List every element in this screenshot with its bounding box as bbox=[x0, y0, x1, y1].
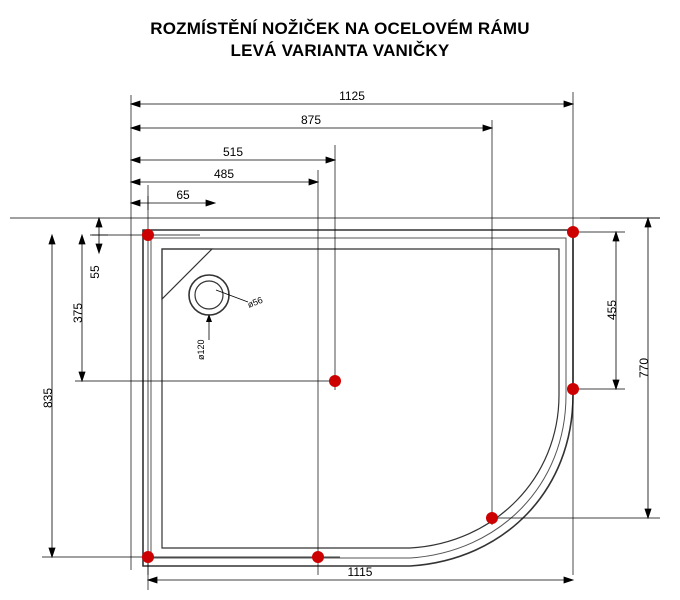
dim-1125-arrow-right bbox=[564, 101, 573, 107]
dim-770-arrow-bottom bbox=[645, 509, 651, 518]
dim-485-arrow-left bbox=[131, 179, 140, 185]
foot-top-right bbox=[567, 226, 579, 238]
dim-875-arrow-left bbox=[131, 125, 140, 131]
tray-outer-contour bbox=[143, 230, 573, 566]
dim-65-arrow-right bbox=[206, 200, 215, 206]
dim-65-text: 65 bbox=[176, 188, 190, 202]
construction-lines bbox=[10, 92, 660, 590]
dim-835-arrow-bottom bbox=[49, 548, 55, 557]
foot-markers-group bbox=[142, 226, 579, 563]
dim-1115-arrow-left bbox=[148, 577, 157, 583]
dim-375-arrow-bottom bbox=[79, 372, 85, 381]
foot-bottom-center bbox=[312, 551, 324, 563]
dim-515-arrow-left bbox=[131, 157, 140, 163]
dim-1115-arrow-right bbox=[564, 577, 573, 583]
dim-55-arrow-top bbox=[96, 218, 102, 227]
dim-375-text: 375 bbox=[71, 302, 85, 324]
dim-835-text: 835 bbox=[41, 387, 55, 409]
tray-inner-contour-2 bbox=[162, 249, 559, 548]
foot-center bbox=[329, 375, 341, 387]
foot-right-middle bbox=[567, 383, 579, 395]
dim-455-text: 455 bbox=[605, 299, 619, 321]
dim-455-arrow-bottom bbox=[613, 380, 619, 389]
dim-485-arrow-right bbox=[309, 179, 318, 185]
dim-515-arrow-right bbox=[326, 157, 335, 163]
title-line-1: ROZMÍSTĚNÍ NOŽIČEK NA OCELOVÉM RÁMU bbox=[150, 19, 530, 38]
dim-65-arrow-left bbox=[131, 200, 140, 206]
dim-835-arrow-top bbox=[49, 235, 55, 244]
dim-1125-arrow-left bbox=[131, 101, 140, 107]
foot-bottom-left bbox=[142, 551, 154, 563]
dim-55-text: 55 bbox=[88, 265, 102, 279]
tray-inner-contour-1 bbox=[151, 238, 566, 558]
drain-group bbox=[189, 275, 264, 360]
dim-485-text: 485 bbox=[213, 167, 235, 181]
dim-770-arrow-top bbox=[645, 218, 651, 227]
tray-outline-group bbox=[143, 230, 573, 566]
dim-1125-text: 1125 bbox=[339, 89, 365, 103]
dim-455-arrow-top bbox=[613, 232, 619, 241]
dim-55-arrow-bottom bbox=[96, 244, 102, 253]
foot-right-lower bbox=[486, 512, 498, 524]
dim-875-text: 875 bbox=[300, 113, 322, 127]
dim-875-arrow-right bbox=[483, 125, 492, 131]
drain-inner-circle bbox=[195, 281, 223, 309]
dim-375-arrow-top bbox=[79, 235, 85, 244]
drain-inner-label: ø56 bbox=[246, 294, 265, 310]
drain-inner-leader bbox=[216, 290, 248, 302]
dim-515-text: 515 bbox=[222, 145, 244, 159]
top-dimensions bbox=[131, 101, 573, 210]
drain-outer-label: ø120 bbox=[196, 339, 206, 360]
dim-770-text: 770 bbox=[637, 357, 651, 379]
dim-1115-text: 1115 bbox=[347, 565, 373, 579]
foot-top-left bbox=[142, 229, 154, 241]
tray-corner-chamfer bbox=[162, 249, 212, 299]
title-line-2: LEVÁ VARIANTA VANIČKY bbox=[230, 41, 450, 60]
